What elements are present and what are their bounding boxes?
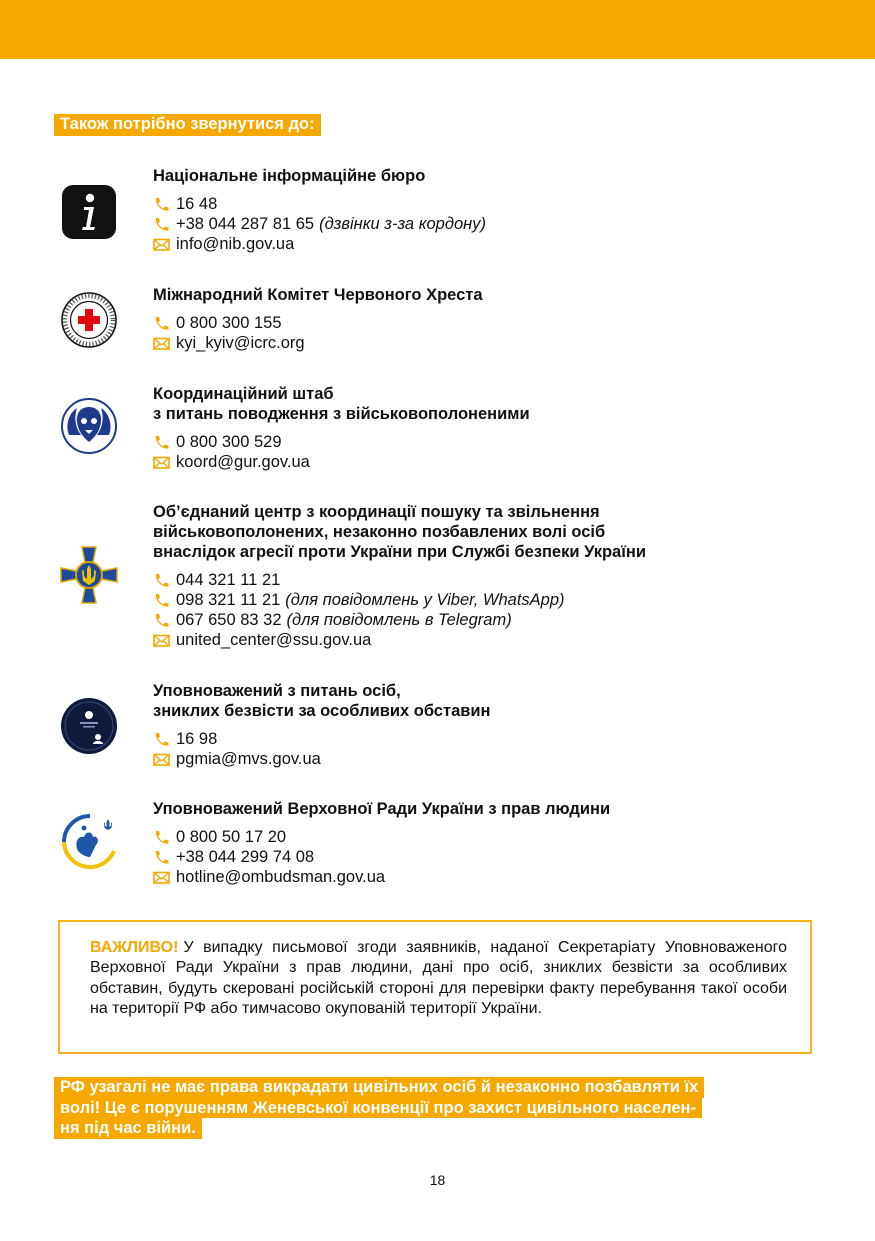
phone-icon: [153, 435, 170, 450]
email-contact[interactable]: hotline@ombudsman.gov.ua: [153, 867, 853, 887]
info-icon: [60, 183, 118, 241]
top-accent-band: [0, 0, 875, 59]
phone-icon: [153, 850, 170, 865]
phone-icon: [153, 613, 170, 628]
phone-contact[interactable]: 098 321 11 21 (для повідомлень у Viber, WhatsApp): [153, 590, 853, 610]
ombudsman-logo: [60, 813, 118, 871]
phone-contact[interactable]: 16 48: [153, 194, 853, 214]
email-contact[interactable]: united_center@ssu.gov.ua: [153, 630, 853, 650]
footer-warning-line: ня під час війни.: [54, 1118, 202, 1139]
phone-contact[interactable]: 044 321 11 21: [153, 570, 853, 590]
envelope-icon: [153, 237, 170, 252]
org-title: Уповноважений з питань осіб, зниклих безвісти за особливих обставин: [153, 682, 491, 720]
section-heading: Також потрібно звернутися до:: [54, 114, 321, 136]
phone-contact[interactable]: 067 650 83 32 (для повідомлень в Telegram): [153, 610, 853, 630]
important-notice-text: ВАЖЛИВО! У випадку письмової згоди заявників, наданої Секретаріату Уповноваженого Верховної Ради України з прав людини, дані про осіб, зниклих безвісти за особливих обставин, будуть скеровані російській стороні для перевірки факту перебування такої особи на території РФ або тимчасово окупованій території України.: [90, 939, 787, 1017]
phone-icon: [153, 573, 170, 588]
org-title: Координаційний штаб з питань поводження з військовополоненими: [153, 385, 530, 423]
ssu-emblem-logo: [60, 546, 118, 604]
icrc-red-cross-logo: [60, 291, 118, 349]
phone-contact[interactable]: 0 800 300 529: [153, 432, 853, 452]
footer-warning-line: РФ узагалі не має права викрадати цивільних осіб й незаконно позбавляти їх: [54, 1077, 704, 1098]
phone-icon: [153, 316, 170, 331]
org-title: Уповноважений Верховної Ради України з прав людини: [153, 800, 611, 818]
phone-icon: [153, 732, 170, 747]
phone-contact[interactable]: 16 98: [153, 729, 853, 749]
org-title: Національне інформаційне бюро: [153, 167, 426, 185]
phone-contact[interactable]: +38 044 299 74 08: [153, 847, 853, 867]
phone-icon: [153, 197, 170, 212]
important-label: ВАЖЛИВО!: [90, 939, 179, 956]
envelope-icon: [153, 752, 170, 767]
email-contact[interactable]: info@nib.gov.ua: [153, 234, 853, 254]
phone-icon: [153, 830, 170, 845]
envelope-icon: [153, 870, 170, 885]
missing-persons-commissioner-logo: [60, 697, 118, 755]
email-contact[interactable]: koord@gur.gov.ua: [153, 452, 853, 472]
footer-warning: [54, 1077, 824, 1139]
email-contact[interactable]: pgmia@mvs.gov.ua: [153, 749, 853, 769]
phone-contact[interactable]: +38 044 287 81 65 (дзвінки з-за кордону): [153, 214, 853, 234]
envelope-icon: [153, 633, 170, 648]
org-title: Об’єднаний центр з координації пошуку та звільнення військовополонених, незаконно позбавлених волі осіб внаслідок агресії проти України при Службі безпеки України: [153, 503, 646, 561]
phone-icon: [153, 217, 170, 232]
page-number: 18: [429, 1172, 446, 1188]
envelope-icon: [153, 336, 170, 351]
important-notice-box: [58, 920, 812, 1054]
coordination-headquarters-logo: [60, 397, 118, 455]
footer-warning-line: волі! Це є порушенням Женевської конвенції про захист цивільного населен-: [54, 1098, 702, 1119]
phone-contact[interactable]: 0 800 300 155: [153, 313, 853, 333]
phone-icon: [153, 593, 170, 608]
org-title: Міжнародний Комітет Червоного Хреста: [153, 286, 483, 304]
phone-contact[interactable]: 0 800 50 17 20: [153, 827, 853, 847]
envelope-icon: [153, 455, 170, 470]
email-contact[interactable]: kyi_kyiv@icrc.org: [153, 333, 853, 353]
